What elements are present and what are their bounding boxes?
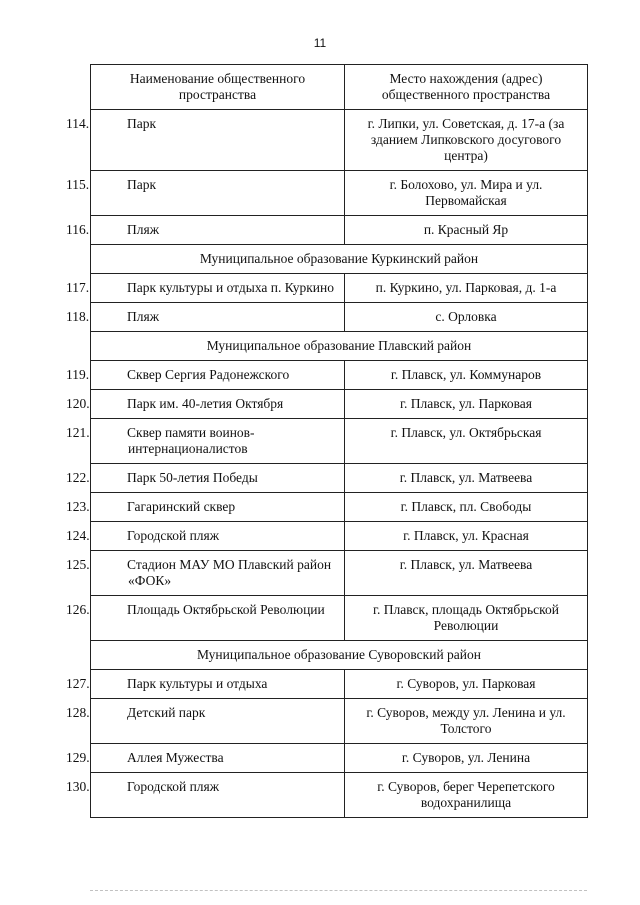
space-name-wrap — [66, 177, 338, 193]
space-name: Парк — [127, 116, 157, 131]
space-name-wrap — [66, 602, 338, 618]
space-name-wrap — [66, 425, 338, 457]
space-name: Площадь Октябрьской Революции — [127, 602, 325, 617]
row-number: 127. — [66, 676, 90, 691]
section-title: Муниципальное образование Плавский район — [91, 332, 588, 361]
table-row — [91, 596, 588, 641]
row-number: 114. — [66, 116, 90, 131]
header-name: Наименование общественного пространства — [91, 65, 345, 110]
space-name-cell — [66, 596, 345, 641]
space-name: Аллея Мужества — [127, 750, 224, 765]
table-row — [91, 390, 588, 419]
row-number: 121. — [66, 425, 90, 440]
space-name-cell — [66, 303, 345, 332]
space-address: г. Плавск, пл. Свободы — [345, 493, 588, 522]
row-number: 124. — [66, 528, 90, 543]
table-header-row — [91, 65, 588, 110]
space-name-wrap — [66, 396, 338, 412]
section-row — [91, 641, 588, 670]
row-number: 125. — [66, 557, 90, 572]
table-row — [91, 110, 588, 171]
space-address: г. Плавск, ул. Матвеева — [345, 464, 588, 493]
space-name-wrap — [66, 705, 338, 721]
space-name-cell — [66, 390, 345, 419]
space-name: Гагаринский сквер — [127, 499, 236, 514]
header-address: Место нахождения (адрес) общественного пространства — [345, 65, 588, 110]
space-name: Пляж — [127, 222, 160, 237]
space-address: г. Плавск, ул. Красная — [345, 522, 588, 551]
space-name-cell — [66, 361, 345, 390]
space-address: п. Куркино, ул. Парковая, д. 1-а — [345, 274, 588, 303]
table-row — [91, 216, 588, 245]
space-name: Сквер памяти воинов-интернационалистов — [127, 425, 255, 456]
space-address: г. Плавск, площадь Октябрьской Революции — [345, 596, 588, 641]
space-name-wrap — [66, 499, 338, 515]
space-name-wrap — [66, 528, 338, 544]
row-number: 115. — [66, 177, 90, 192]
space-address: г. Суворов, ул. Парковая — [345, 670, 588, 699]
space-address: г. Суворов, между ул. Ленина и ул. Толстого — [345, 699, 588, 744]
space-name: Детский парк — [127, 705, 206, 720]
space-name-cell — [66, 670, 345, 699]
space-name-wrap — [66, 470, 338, 486]
space-name-cell — [66, 744, 345, 773]
table-row — [91, 464, 588, 493]
space-name-cell — [66, 171, 345, 216]
table-row — [91, 361, 588, 390]
space-name: Парк культуры и отдыха — [127, 676, 268, 691]
space-name-wrap — [66, 222, 338, 238]
space-name: Парк им. 40-летия Октября — [127, 396, 284, 411]
row-number: 128. — [66, 705, 90, 720]
table-row — [91, 522, 588, 551]
row-number: 126. — [66, 602, 90, 617]
table-row — [91, 773, 588, 818]
space-name: Пляж — [127, 309, 160, 324]
row-number: 118. — [66, 309, 90, 324]
table-row — [91, 551, 588, 596]
section-row — [91, 332, 588, 361]
space-name: Сквер Сергия Радонежского — [127, 367, 290, 382]
footer-marks — [90, 890, 587, 893]
space-name-wrap — [66, 779, 338, 795]
table-row — [91, 303, 588, 332]
row-number: 129. — [66, 750, 90, 765]
space-name-wrap — [66, 309, 338, 325]
space-name-cell — [66, 216, 345, 245]
public-spaces-table — [66, 64, 588, 818]
row-number: 119. — [66, 367, 90, 382]
section-title: Муниципальное образование Куркинский район — [91, 245, 588, 274]
space-name-cell — [66, 773, 345, 818]
space-address: г. Болохово, ул. Мира и ул. Первомайская — [345, 171, 588, 216]
space-name-cell — [66, 522, 345, 551]
space-name: Городской пляж — [127, 528, 220, 543]
space-name-cell — [66, 551, 345, 596]
space-name: Стадион МАУ МО Плавский район «ФОК» — [127, 557, 332, 588]
table-body — [66, 110, 588, 818]
space-name-cell — [66, 493, 345, 522]
space-name: Городской пляж — [127, 779, 220, 794]
space-address: г. Липки, ул. Советская, д. 17-а (за зданием Липковского досугового центра) — [345, 110, 588, 171]
section-row — [91, 245, 588, 274]
table-row — [91, 493, 588, 522]
space-name-wrap — [66, 750, 338, 766]
row-number: 122. — [66, 470, 90, 485]
table-row — [91, 171, 588, 216]
space-name-wrap — [66, 280, 338, 296]
space-name-wrap — [66, 367, 338, 383]
space-name-cell — [66, 699, 345, 744]
space-address: п. Красный Яр — [345, 216, 588, 245]
row-number: 130. — [66, 779, 90, 794]
row-number: 116. — [66, 222, 90, 237]
page-number: 11 — [313, 36, 327, 50]
table-row — [91, 744, 588, 773]
space-name-wrap — [66, 557, 338, 589]
section-title: Муниципальное образование Суворовский район — [91, 641, 588, 670]
table-row — [91, 670, 588, 699]
space-address: г. Плавск, ул. Октябрьская — [345, 419, 588, 464]
space-address: г. Плавск, ул. Матвеева — [345, 551, 588, 596]
space-name: Парк культуры и отдыха п. Куркино — [127, 280, 334, 295]
space-address: г. Плавск, ул. Парковая — [345, 390, 588, 419]
row-number: 120. — [66, 396, 90, 411]
space-address: г. Суворов, берег Черепетского водохранилища — [345, 773, 588, 818]
space-address: г. Плавск, ул. Коммунаров — [345, 361, 588, 390]
space-name: Парк 50-летия Победы — [127, 470, 258, 485]
space-name-cell — [66, 274, 345, 303]
space-address: с. Орловка — [345, 303, 588, 332]
table-row — [91, 274, 588, 303]
table-row — [91, 419, 588, 464]
row-number: 117. — [66, 280, 90, 295]
space-name: Парк — [127, 177, 157, 192]
space-address: г. Суворов, ул. Ленина — [345, 744, 588, 773]
space-name-cell — [66, 419, 345, 464]
space-name-wrap — [66, 116, 338, 132]
row-number: 123. — [66, 499, 90, 514]
space-name-cell — [66, 464, 345, 493]
table-row — [91, 699, 588, 744]
space-name-wrap — [66, 676, 338, 692]
space-name-cell — [66, 110, 345, 171]
